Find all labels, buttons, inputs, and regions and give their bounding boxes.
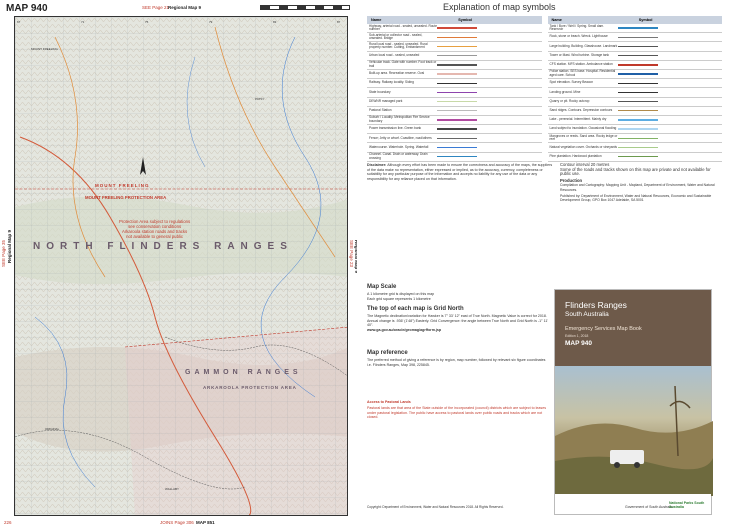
map-scale-line: A 1 kilometre grid is displayed on this map	[367, 292, 435, 296]
mount-freeling-label: MOUNT FREELING	[95, 183, 150, 188]
legend-header-symbol: Symbol	[458, 18, 472, 22]
legend-table	[367, 16, 722, 162]
cover-title: Flinders Ranges	[565, 300, 627, 310]
access-heading: Access to Pastoral Lands	[367, 400, 411, 404]
legend-row-name: Sand ridges. Contours. Depression contours	[549, 107, 613, 112]
place-label: WALLABY	[165, 487, 180, 491]
disclaimer-heading: Disclaimer:	[367, 163, 387, 167]
legend-row	[367, 24, 542, 33]
access-text: Pastoral lands are that area of the State outside of the incorporated (council) districts which are subject to leases under pastoral legislation. The public have access to pastoral lands over public roads and tracks which are not closed.	[367, 406, 546, 420]
legend-symbol	[618, 81, 723, 86]
legend-row	[367, 134, 542, 143]
legend-row	[367, 42, 542, 51]
cover-photo	[555, 366, 711, 496]
legend-row-name: Lake - perennial. Intermittent. Mainly dry	[549, 117, 607, 122]
legend-symbol	[618, 154, 723, 159]
legend-symbol-swatch	[437, 156, 477, 157]
legend-row-name: Landing ground. Mine	[549, 89, 581, 94]
legend-symbol	[618, 127, 723, 132]
mount-freeling-protection-label: MOUNT FREELING PROTECTION AREA	[85, 195, 167, 200]
legend-row-name: Sub-arterial or collector road - sealed, unsealed. Bridge	[369, 32, 423, 41]
legend-row-name: Fence; Jetty or wharf. Coastline, road/others	[369, 135, 432, 140]
legend-symbol	[437, 117, 542, 122]
disclaimer	[367, 163, 555, 181]
scale-bar	[260, 5, 350, 10]
legend-symbol	[437, 53, 542, 58]
legend-symbol	[437, 62, 542, 67]
legend-symbol-swatch	[618, 37, 658, 38]
legend-symbol	[618, 53, 723, 58]
see-page-top-link[interactable]: SEE Page 21	[142, 5, 170, 10]
legend-symbol-swatch	[437, 119, 477, 120]
legend-symbol	[437, 26, 542, 31]
legend-row-name: Tower or Mast. Wind turbine. Storage tank	[549, 52, 610, 57]
legend-row-name: Vehicular track. Gate with number. Foot track or trail	[369, 60, 437, 68]
cover-subtitle: South Australia	[565, 311, 609, 318]
legend-row	[548, 153, 723, 162]
legend-symbol	[618, 145, 723, 150]
legend-row-name: Watercourse. Waterhole. Spring. Waterfall	[369, 144, 429, 149]
copyright-text: Copyright: Department of Environment, Water and Natural Resources 2018. All Rights Reserved.	[367, 505, 504, 509]
legend-symbol	[437, 81, 542, 86]
legend-row-name: Large building. Building. Glasshouse. Landmark	[549, 43, 618, 48]
legend-row	[548, 33, 723, 42]
see-page-bottom-link[interactable]: JOINS Page 306	[160, 520, 194, 525]
legend-symbol-swatch	[618, 156, 658, 157]
legend-row-name: Rural local road - sealed, unsealed. Rural property number. Cutting, Embankment	[369, 41, 428, 50]
regional-map-label: Regional Map 9	[168, 5, 202, 10]
legend-symbol	[618, 108, 723, 113]
legend-symbol-swatch	[437, 55, 477, 56]
page-number: 226	[4, 520, 12, 525]
legend-symbol-swatch	[618, 110, 658, 111]
legend-row	[548, 70, 723, 79]
legend-header-right	[548, 16, 723, 24]
legend-row-name: Urban local road - sealed, unsealed	[369, 52, 420, 57]
legend-symbol-swatch	[437, 110, 477, 111]
place-label: ORIGINAL	[45, 427, 60, 431]
svg-text:79: 79	[209, 20, 213, 24]
grid-north-body: The Magnetic declination/variation for Hawker is 7° 33' 12" east of True North. Magnetic Value is correct for 2018. Annual change is .936' (1'48") Easterly. Grid Convergence: the angle between True North and Grid North is -1° 11' 40".	[367, 314, 549, 328]
legend-row-name: Tank / Bore / Well / Spring. Small dam. Reservoir	[549, 23, 605, 32]
legend-symbol	[618, 99, 723, 104]
legend-row	[367, 88, 542, 97]
legend-row	[548, 79, 723, 88]
legend-column-left	[367, 24, 542, 162]
map-header	[2, 3, 354, 15]
legend-symbol	[437, 99, 542, 104]
legend-row	[548, 42, 723, 51]
contour-info	[560, 163, 720, 202]
legend-symbol	[618, 35, 723, 40]
map-scale-text	[367, 292, 547, 301]
legend-symbol	[618, 90, 723, 95]
legend-symbol-swatch	[437, 37, 477, 38]
legend-symbol-swatch	[618, 128, 658, 129]
legend-row	[367, 61, 542, 70]
legend-page	[357, 0, 729, 531]
legend-row	[548, 134, 723, 143]
cover-edition: Edition 1, 2018	[565, 334, 589, 338]
see-page-right-link[interactable]: SEE Page 23	[349, 240, 354, 268]
legend-header-left	[367, 16, 542, 24]
legend-symbol-swatch	[618, 147, 658, 148]
grid-north-heading: The top of each map is Grid North	[367, 306, 464, 312]
production-heading: Production	[560, 177, 583, 183]
legend-row	[548, 107, 723, 116]
legend-row	[548, 143, 723, 152]
legend-row	[367, 79, 542, 88]
map-page	[0, 0, 355, 531]
cover-photo-graphic	[555, 366, 713, 496]
legend-symbol-swatch	[437, 128, 477, 129]
legend-row	[367, 70, 542, 79]
legend-symbol-swatch	[618, 27, 658, 28]
legend-symbol-swatch	[437, 147, 477, 148]
see-page-left-link[interactable]: SEE Page 35	[1, 240, 6, 268]
legend-row	[548, 52, 723, 61]
legend-symbol	[437, 145, 542, 150]
svg-text:87: 87	[337, 20, 341, 24]
svg-text:83: 83	[273, 20, 277, 24]
place-label: MOUNT FREELING	[31, 47, 58, 51]
map-reference-heading: Map reference	[367, 350, 408, 356]
legend-row	[548, 98, 723, 107]
legend-row-name: Built-up area. Recreation reserve. Oval	[369, 71, 425, 76]
production-text: Compilation and Cartography: Mapping Unit - Mapland, Department of Environment, Water and Natural Resources.	[560, 183, 715, 192]
legend-symbol	[618, 44, 723, 49]
legend-row-name: Railway. Railway locality. Siding	[369, 80, 414, 85]
legend-symbol	[437, 136, 542, 141]
notice-line: Protection Area subject to regulations	[119, 219, 191, 224]
legend-symbol	[437, 108, 542, 113]
legend-header-symbol: Symbol	[638, 18, 653, 22]
svg-text:71: 71	[81, 20, 85, 24]
legend-row-name: Land subject to inundation. Occasional flooding	[549, 126, 617, 131]
legend-row	[367, 33, 542, 42]
legend-row-name: State boundary	[369, 89, 391, 94]
legend-row-name: Channel. Canal. Drain or waterway. Drain crossing	[369, 152, 428, 160]
legend-symbol-swatch	[437, 73, 477, 74]
bottom-map-code: MAP 851	[196, 520, 215, 525]
legend-row-name: DEWNR managed park	[369, 98, 403, 103]
legend-symbol-swatch	[618, 92, 658, 93]
legend-header-name: Name	[551, 18, 562, 22]
legend-symbol-swatch	[618, 55, 658, 56]
arkaroola-label: ARKAROOLA PROTECTION AREA	[203, 385, 297, 390]
legend-row	[548, 24, 723, 33]
map-scale-line: Each grid square represents 1 kilometre	[367, 296, 431, 301]
place-label: PATSY	[255, 97, 265, 101]
legend-row-name: CFS station. MFS station. Ambulance station	[549, 62, 613, 67]
legend-symbol	[437, 72, 542, 77]
national-parks-logo: National Parks South Australia	[669, 501, 705, 509]
legend-column-right	[548, 24, 723, 162]
legend-row-name: Pine plantation. Hardwood plantation	[549, 153, 602, 158]
legend-row	[367, 116, 542, 125]
legend-symbol	[437, 154, 542, 159]
map-graphic	[15, 17, 348, 516]
legend-row-name: Highway, arterial road - sealed, unsealed. Route number	[369, 23, 437, 32]
legend-row-name: Police station. SES base. Hospital. Residential aged care. School	[549, 69, 616, 78]
legend-symbol-swatch	[618, 83, 658, 84]
legend-row	[367, 153, 542, 162]
legend-symbol	[437, 35, 542, 40]
legend-symbol-swatch	[618, 46, 658, 47]
geomag-link[interactable]: www.ga.gov.au/oracle/geomag/agrfform.jsp	[367, 327, 442, 332]
legend-row-name: Mangroves or reeds. Sand area. Rocky ledge or reef	[549, 133, 618, 142]
disclaimer-text: Although every effort has been made to ensure the correctness and accuracy of the maps, the suppliers of the data make no representation, either expressed or implied, as to the accuracy, currency, completeness or suitability for any particular purpose of the information and accepts no liability for any use of the data or any responsibility for any reliance placed on that information.	[367, 163, 553, 181]
legend-symbol-swatch	[437, 83, 477, 84]
legend-row-name: Quarry or pit. Rocky outcrop	[549, 98, 590, 103]
range-label: NORTH FLINDERS RANGES	[33, 241, 293, 252]
cover-footer	[555, 494, 711, 514]
grid-north-text	[367, 314, 549, 332]
map-reference-text: The preferred method of giving a reference is by region, map number, followed by relevant six figure coordinates i.e. Flinders Ranges, Map 398, 225845.	[367, 358, 546, 367]
legend-header-name: Name	[371, 18, 382, 22]
gammon-ranges-label: GAMMON RANGES	[185, 369, 302, 376]
legend-symbol-swatch	[437, 138, 477, 139]
legend-rows	[367, 24, 722, 162]
legend-row-name: Natural vegetation cover. Orchards or vineyards	[549, 144, 618, 149]
legend-row-name: Suburb / Locality. Metropolitan Fire Service boundary	[369, 115, 430, 123]
svg-text:67: 67	[17, 20, 21, 24]
legend-symbol	[618, 62, 723, 67]
legend-row-name: Power transmission line. Green bank	[369, 126, 422, 131]
legend-row	[548, 125, 723, 134]
legend-symbol	[618, 26, 723, 31]
contour-interval: Contour interval 20 metres	[560, 162, 610, 167]
notice-line: see conservation conditions	[128, 224, 182, 229]
topographic-map[interactable]	[14, 16, 348, 516]
notice-line: not available to general public	[126, 234, 184, 239]
legend-symbol-swatch	[437, 46, 477, 47]
notice-line: Arkaroola station roads and tracks	[121, 229, 188, 234]
legend-symbol-swatch	[618, 119, 658, 120]
cover-guide: Emergency Services Map Book	[565, 326, 642, 332]
legend-symbol	[437, 127, 542, 132]
cover-map-label: MAP 940	[565, 340, 592, 347]
legend-row-name: Pastoral Station	[369, 107, 392, 112]
legend-symbol-swatch	[437, 64, 477, 65]
legend-symbol	[437, 90, 542, 95]
legend-symbol-swatch	[437, 27, 477, 28]
legend-title: Explanation of map symbols	[443, 2, 556, 12]
legend-symbol-swatch	[437, 101, 477, 102]
legend-row	[367, 98, 542, 107]
legend-symbol-swatch	[618, 73, 658, 74]
published-text: Published by: Department of Environment, Water and Natural Resources, Economic and Sustainable Development Group, GPO Box 1047 Adelaide, SA 5001	[560, 193, 712, 202]
legend-symbol-swatch	[618, 101, 658, 102]
legend-row-name: Rock, stone or beach. Wreck. Lighthouse	[549, 34, 608, 39]
map-title: MAP 940	[6, 3, 48, 14]
legend-symbol	[618, 117, 723, 122]
legend-row	[548, 88, 723, 97]
legend-row-name: Spot elevation. Survey Beacon	[549, 80, 594, 85]
legend-symbol-swatch	[437, 92, 477, 93]
svg-text:75: 75	[145, 20, 149, 24]
regional-map-left-label: Regional Map 9	[7, 230, 12, 264]
government-sa-logo: Government of South Australia	[625, 505, 673, 509]
private-roads-note: Some of the roads and tracks shown on this map are private and not available for public use.	[560, 166, 711, 177]
restriction-notice	[119, 219, 190, 239]
legend-symbol-swatch	[618, 64, 658, 65]
map-book-cover	[554, 289, 712, 515]
legend-row	[367, 125, 542, 134]
legend-symbol	[618, 72, 723, 77]
legend-symbol	[437, 44, 542, 49]
legend-symbol-swatch	[618, 138, 658, 139]
map-scale-heading: Map Scale	[367, 284, 397, 290]
legend-row	[548, 116, 723, 125]
legend-symbol	[618, 136, 723, 141]
